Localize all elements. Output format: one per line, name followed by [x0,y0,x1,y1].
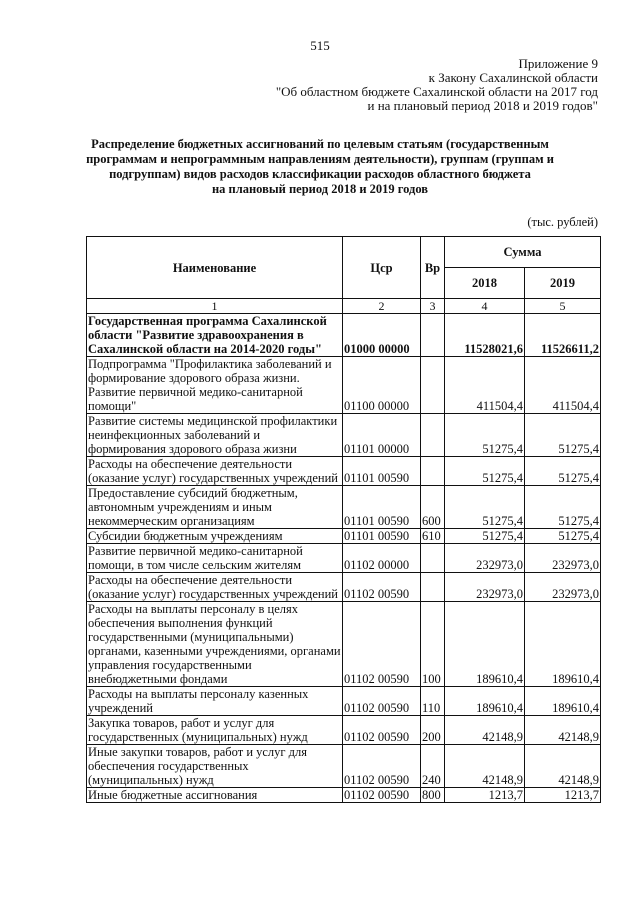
table-row [87,745,601,788]
row-2018: 51275,4 [445,414,525,457]
row-name: Закупка товаров, работ и услуг для государственных (муниципальных) нужд [87,716,343,745]
column-number: 5 [525,299,601,314]
row-name: Субсидии бюджетным учреждениям [87,529,343,544]
row-2018: 232973,0 [445,573,525,602]
row-2019: 189610,4 [525,687,601,716]
row-2019: 51275,4 [525,486,601,529]
appendix-line: Приложение 9 [518,56,598,71]
row-name: Расходы на выплаты персоналу казенных учреждений [87,687,343,716]
row-vr [421,314,445,357]
row-2018: 189610,4 [445,602,525,687]
title-line: на плановый период 2018 и 2019 годов [211,182,429,196]
table-row [87,687,601,716]
row-csr: 01102 00000 [343,544,421,573]
row-name: Развитие первичной медико-санитарной помощи, в том числе сельским жителям [87,544,343,573]
appendix-line: к Закону Сахалинской области [428,70,598,85]
row-name: Развитие системы медицинской профилактики неинфекционных заболеваний и формирования здорового образа жизни [87,414,343,457]
column-number: 1 [87,299,343,314]
table-row [87,529,601,544]
table-row [87,716,601,745]
title-line: подгруппам) видов расходов классификации расходов областного бюджета [109,167,531,181]
row-csr: 01000 00000 [343,314,421,357]
row-vr: 200 [421,716,445,745]
row-2019: 232973,0 [525,544,601,573]
table-row [87,602,601,687]
row-name: Предоставление субсидий бюджетным, автономным учреждениям и иным некоммерческим организациям [87,486,343,529]
row-vr [421,544,445,573]
appendix-line: "Об областном бюджете Сахалинской области на 2017 год [275,84,598,99]
header-sum: Сумма [445,237,601,268]
page-number: 515 [310,38,330,53]
header-csr: Цср [343,237,421,299]
row-csr: 01101 00590 [343,457,421,486]
column-number: 2 [343,299,421,314]
row-2018: 42148,9 [445,745,525,788]
row-2019: 11526611,2 [525,314,601,357]
row-name: Расходы на обеспечение деятельности (оказание услуг) государственных учреждений [87,573,343,602]
row-name: Иные бюджетные ассигнования [87,788,343,803]
row-name: Расходы на выплаты персоналу в целях обеспечения выполнения функций государственными (муниципальными) органами, казенными учреждениями, органами управления государственными внебюджетными фондами [88,602,341,686]
document-title [60,137,580,197]
row-csr: 01101 00590 [343,486,421,529]
row-vr [421,357,445,414]
column-number: 4 [445,299,525,314]
row-csr: 01102 00590 [343,602,421,687]
row-vr [421,573,445,602]
column-number: 3 [421,299,445,314]
row-csr: 01102 00590 [343,745,421,788]
header-year-2019: 2019 [525,268,601,299]
row-vr: 100 [421,602,445,687]
row-2019: 189610,4 [525,602,601,687]
row-vr [421,414,445,457]
row-2018: 51275,4 [445,486,525,529]
title-line: Распределение бюджетных ассигнований по целевым статьям (государственным [91,137,549,151]
table-row [87,314,601,357]
appendix-line: и на плановый период 2018 и 2019 годов" [367,98,598,113]
row-vr: 610 [421,529,445,544]
row-2019: 411504,4 [525,357,601,414]
row-2019: 51275,4 [525,457,601,486]
row-2018: 51275,4 [445,457,525,486]
row-csr: 01100 00000 [343,357,421,414]
row-2018: 1213,7 [445,788,525,803]
table-row [87,457,601,486]
row-2018: 411504,4 [445,357,525,414]
table-row [87,486,601,529]
row-csr: 01102 00590 [343,788,421,803]
table-row [87,544,601,573]
row-2018: 189610,4 [445,687,525,716]
units-label: (тыс. рублей) [527,215,598,229]
row-2019: 1213,7 [525,788,601,803]
row-name: Расходы на обеспечение деятельности (оказание услуг) государственных учреждений [87,457,343,486]
table-row [87,573,601,602]
row-csr: 01102 00590 [343,687,421,716]
row-2018: 232973,0 [445,544,525,573]
row-2019: 42148,9 [525,745,601,788]
row-name: Иные закупки товаров, работ и услуг для обеспечения государственных (муниципальных) нужд [87,745,343,788]
appendix-header [276,57,598,113]
row-vr: 110 [421,687,445,716]
row-2018: 11528021,6 [445,314,525,357]
row-csr: 01102 00590 [343,716,421,745]
row-name: Государственная программа Сахалинской области "Развитие здравоохранения в Сахалинской области на 2014-2020 годы" [87,314,343,357]
row-2019: 51275,4 [525,529,601,544]
header-year-2018: 2018 [445,268,525,299]
row-vr: 800 [421,788,445,803]
row-vr [421,457,445,486]
row-csr: 01102 00590 [343,573,421,602]
header-vr: Вр [421,237,445,299]
row-2018: 42148,9 [445,716,525,745]
table-row [87,788,601,803]
row-2018: 51275,4 [445,529,525,544]
row-2019: 42148,9 [525,716,601,745]
row-csr: 01101 00590 [343,529,421,544]
header-name: Наименование [87,237,343,299]
row-vr: 600 [421,486,445,529]
budget-table [86,236,601,803]
row-name: Подпрограмма "Профилактика заболеваний и формирование здорового образа жизни. Развитие первичной медико-санитарной помощи" [87,357,343,414]
row-2019: 51275,4 [525,414,601,457]
row-vr: 240 [421,745,445,788]
row-csr: 01101 00000 [343,414,421,457]
table-row [87,357,601,414]
table-row [87,414,601,457]
title-line: программам и непрограммным направлениям деятельности), группам (группам и [86,152,554,166]
row-2019: 232973,0 [525,573,601,602]
